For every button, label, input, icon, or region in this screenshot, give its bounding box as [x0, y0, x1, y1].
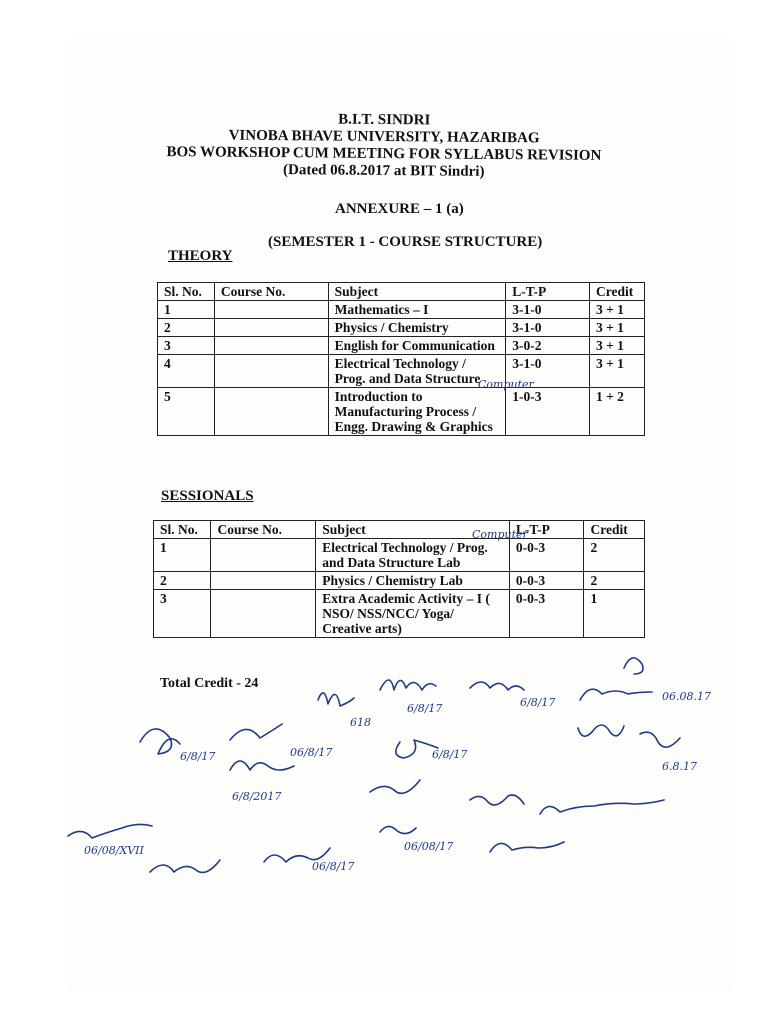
- col-course-no: Course No.: [211, 521, 316, 539]
- col-ltp: L-T-P: [506, 283, 590, 301]
- handwritten-note-sessionals: Computer: [472, 528, 528, 541]
- signature-date: 06/8/17: [312, 860, 355, 873]
- cell-sl: 5: [158, 388, 215, 436]
- cell-ltp: 3-1-0: [506, 355, 590, 388]
- signature-10: [640, 732, 680, 747]
- cell-credit: 3 + 1: [589, 319, 644, 337]
- col-sl-no: Sl. No.: [154, 521, 211, 539]
- header-meeting: BOS WORKSHOP CUM MEETING FOR SYLLABUS REVISION: [166, 144, 602, 164]
- signature-date: 06/8/17: [290, 746, 333, 759]
- signature-11: [230, 761, 294, 770]
- cell-ltp: 3-1-0: [506, 301, 590, 319]
- signature-14: [540, 800, 664, 814]
- signature-date: 6/8/17: [180, 750, 216, 763]
- cell-sl: 1: [158, 301, 215, 319]
- col-subject: Subject: [316, 521, 510, 539]
- semester-title: (SEMESTER 1 - COURSE STRUCTURE): [268, 234, 543, 250]
- theory-title: THEORY: [168, 248, 233, 264]
- cell-sl: 1: [154, 539, 211, 572]
- cell-credit: 1: [584, 590, 645, 638]
- cell-sl: 3: [158, 337, 215, 355]
- cell-subject: Physics / Chemistry Lab: [316, 572, 510, 590]
- header-date: (Dated 06.8.2017 at BIT Sindri): [282, 162, 485, 180]
- signature-date: 6/8/17: [407, 702, 443, 715]
- signature-date: 06/08/17: [404, 840, 454, 853]
- cell-credit: 3 + 1: [589, 355, 644, 388]
- cell-sl: 3: [154, 590, 211, 638]
- signature-13: [470, 795, 524, 805]
- signature-5: [318, 693, 354, 706]
- col-sl-no: Sl. No.: [158, 283, 215, 301]
- header-university: VINOBA BHAVE UNIVERSITY, HAZARIBAG: [228, 127, 540, 147]
- cell-credit: 3 + 1: [589, 301, 644, 319]
- signature-6: [140, 729, 180, 754]
- col-course-no: Course No.: [214, 283, 328, 301]
- signature-date: 06.08.17: [662, 690, 711, 703]
- signature-date: 06/08/XVII: [84, 844, 144, 857]
- cell-sl: 2: [158, 319, 215, 337]
- cell-subject: English for Communication: [328, 337, 506, 355]
- cell-ltp: 3-0-2: [506, 337, 590, 355]
- cell-ltp: 1-0-3: [506, 388, 590, 436]
- annexure-title: ANNEXURE – 1 (a): [335, 201, 464, 217]
- signature-4: [624, 658, 643, 674]
- cell-subject: Electrical Technology / Prog. and Data Structure Lab: [316, 539, 510, 572]
- cell-subject: Electrical Technology / Prog. and Data Structure: [328, 355, 506, 388]
- total-credit: Total Credit - 24: [160, 676, 259, 691]
- cell-credit: 1 + 2: [589, 388, 644, 436]
- signature-15: [68, 824, 152, 838]
- signature-18: [380, 826, 416, 833]
- cell-ltp: 0-0-3: [509, 539, 584, 572]
- signature-3: [580, 689, 652, 700]
- header-institute: B.I.T. SINDRI: [338, 111, 431, 129]
- cell-subject: Mathematics – I: [328, 301, 506, 319]
- cell-sl: 4: [158, 355, 215, 388]
- cell-subject: Physics / Chemistry: [328, 319, 506, 337]
- cell-ltp: 3-1-0: [506, 319, 590, 337]
- col-credit: Credit: [584, 521, 645, 539]
- signature-19: [490, 842, 564, 852]
- cell-subject: Introduction to Manufacturing Process / Engg. Drawing & Graphics: [328, 388, 506, 436]
- sessionals-title: SESSIONALS: [161, 488, 254, 504]
- cell-credit: 2: [584, 539, 645, 572]
- signature-16: [150, 860, 220, 872]
- signature-7: [230, 724, 282, 740]
- cell-ltp: 0-0-3: [509, 572, 584, 590]
- signature-9: [578, 725, 624, 736]
- col-ltp: L-T-P: [509, 521, 584, 539]
- col-credit: Credit: [589, 283, 644, 301]
- signature-12: [370, 780, 420, 793]
- signature-date: 618: [350, 716, 371, 729]
- signature-1: [380, 680, 436, 690]
- signature-date: 6/8/17: [432, 748, 468, 761]
- signature-date: 6.8.17: [662, 760, 697, 773]
- cell-subject: Extra Academic Activity – I ( NSO/ NSS/NCC/ Yoga/ Creative arts): [316, 590, 510, 638]
- signature-date: 6/8/17: [520, 696, 556, 709]
- signature-date: 6/8/2017: [232, 790, 282, 803]
- cell-ltp: 0-0-3: [509, 590, 584, 638]
- handwritten-note-theory: Computer: [478, 378, 534, 391]
- cell-credit: 3 + 1: [589, 337, 644, 355]
- col-subject: Subject: [328, 283, 506, 301]
- cell-sl: 2: [154, 572, 211, 590]
- cell-credit: 2: [584, 572, 645, 590]
- signature-2: [470, 682, 524, 690]
